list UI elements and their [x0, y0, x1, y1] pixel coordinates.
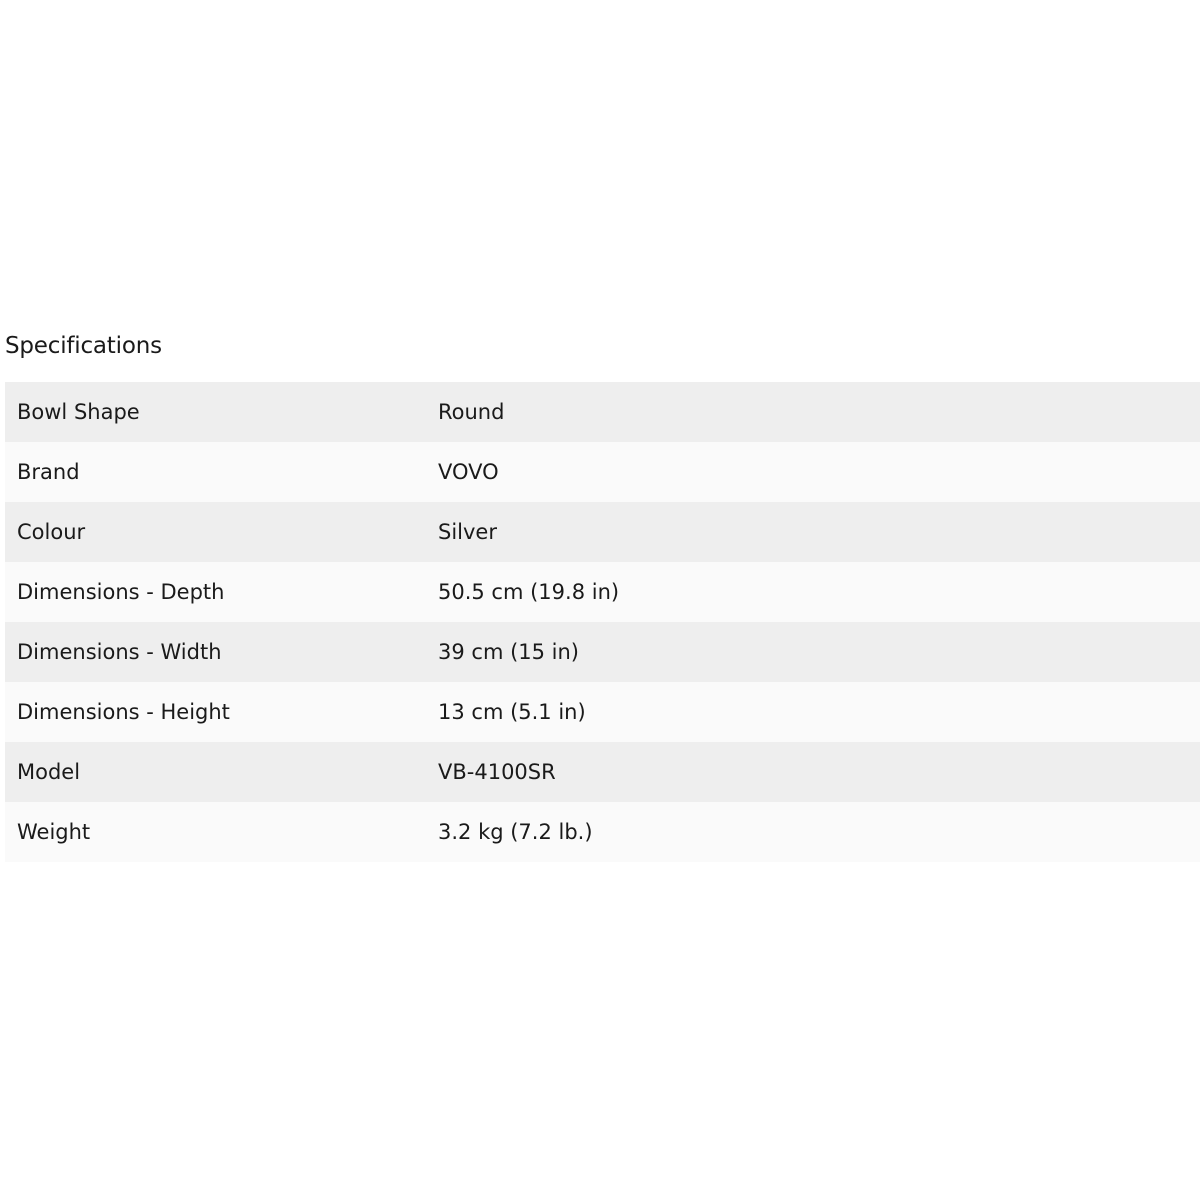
- table-row: [5, 442, 1200, 502]
- specifications-table: [5, 382, 1200, 862]
- spec-value: Round: [438, 400, 505, 424]
- spec-label: Dimensions - Height: [17, 700, 230, 724]
- spec-label: Model: [17, 760, 81, 784]
- spec-value: 3.2 kg (7.2 lb.): [438, 820, 593, 844]
- spec-label: Weight: [17, 820, 91, 844]
- specifications-section: [5, 326, 1200, 862]
- spec-value: 50.5 cm (19.8 in): [438, 580, 620, 604]
- spec-value: Silver: [438, 520, 497, 544]
- table-row: [5, 382, 1200, 442]
- spec-value: VB-4100SR: [438, 760, 556, 784]
- spec-label: Bowl Shape: [17, 400, 140, 424]
- spec-label: Dimensions - Depth: [17, 580, 225, 604]
- spec-value: 13 cm (5.1 in): [438, 700, 586, 724]
- spec-label: Brand: [17, 460, 80, 484]
- spec-value: 39 cm (15 in): [438, 640, 580, 664]
- specifications-title: Specifications: [5, 333, 162, 359]
- spec-value: VOVO: [438, 460, 499, 484]
- table-row: [5, 742, 1200, 802]
- spec-label: Dimensions - Width: [17, 640, 222, 664]
- spec-label: Colour: [17, 520, 86, 544]
- table-row: [5, 562, 1200, 622]
- table-row: [5, 502, 1200, 562]
- table-row: [5, 682, 1200, 742]
- table-row: [5, 622, 1200, 682]
- table-row: [5, 802, 1200, 862]
